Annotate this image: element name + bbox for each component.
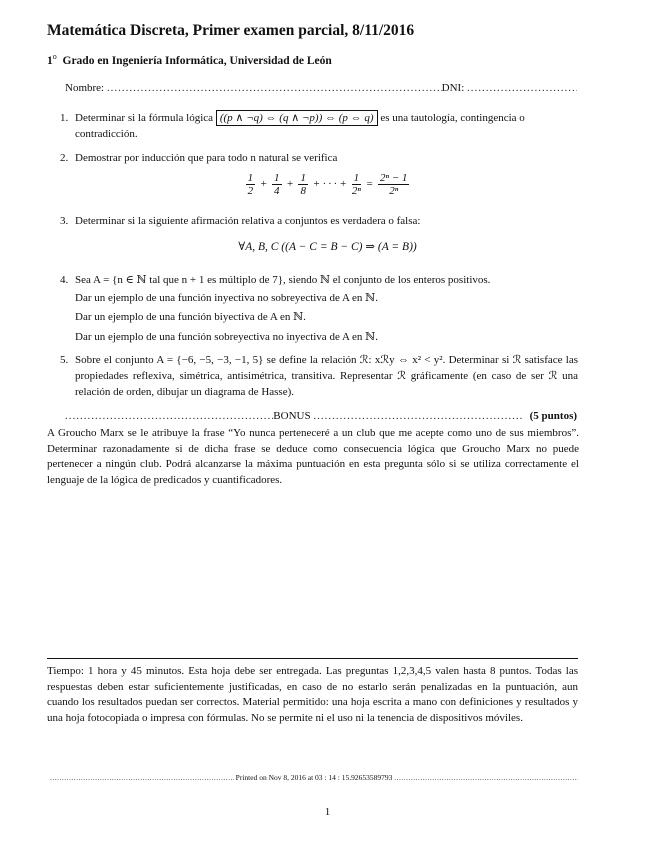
dni-dots	[467, 82, 577, 94]
printed-dots-right	[394, 773, 578, 782]
question-5	[60, 352, 578, 400]
question-text: Sobre el conjunto A = {−6, −5, −3, −1, 5} se define la relación ℛ: xℛy ⇔ x² < y². Determinar si ℛ satisface las propiedades reflexiva, simétrica, antisimétrica, transitiva. Representar ℛ gráficamente (en caso de ser ℛ una relación de orden, dibujar un diagrama de Hasse).	[75, 354, 578, 398]
bonus-label: BONUS	[273, 410, 311, 422]
fraction: $\frac{1}{\text{2ⁿ}}$	[351, 172, 361, 197]
ellipsis: + · · · +	[312, 178, 347, 191]
page-number: 1	[324, 806, 331, 818]
question-3	[60, 213, 578, 229]
subtitle-text: Grado en Ingeniería Informática, Universidad de León	[62, 54, 332, 67]
question-4-item: Dar un ejemplo de una función inyectiva no sobreyectiva de A en ℕ.	[75, 292, 378, 304]
question-number: 5.	[60, 354, 69, 366]
question-text: Determinar si la fórmula lógica	[75, 112, 214, 124]
question-1	[60, 110, 578, 142]
question-number: 4.	[60, 274, 69, 286]
question-number: 3.	[60, 215, 69, 227]
induction-formula: $\frac{1}{2}$ + $\frac{1}{4}$ + $\frac{1}{8}$ + · · · + $\frac{1}{\text{2ⁿ}}$ = $\frac{\text{2ⁿ − 1}}{\text{2ⁿ}}$	[247, 172, 408, 197]
fraction: $\frac{1}{4}$	[274, 172, 280, 197]
printed-dots-left	[50, 773, 234, 782]
printed-line	[50, 773, 578, 782]
set-formula: ∀A, B, C ((A − C = B − C) ⇒ (A = B))	[238, 241, 417, 253]
boxed-formula: ((p ∧ ¬q) ⇔ (q ∧ ¬p)) ⇔ (p ⇔ q)	[216, 110, 378, 126]
question-number: 2.	[60, 152, 69, 164]
page-subtitle	[47, 52, 332, 67]
subtitle-year-number: 1	[47, 54, 53, 67]
subtitle-ordinal: o	[52, 52, 57, 61]
question-4	[60, 272, 578, 288]
footer-instructions: Tiempo: 1 hora y 45 minutos. Esta hoja debe ser entregada. Las preguntas 1,2,3,4,5 valen hasta 8 puntos. Todas las respuestas deben estar suficientemente justificadas, en caso de no estarlo serán penalizadas en la puntuación, aun cuando los resultados puedan ser correctos. Material permitido: una hoja escrita a mano con definiciones y resultados y una hoja fotocopiada o impresa con fórmulas. No se permite ni el uso ni la tenencia de dispositivos móviles.	[47, 665, 578, 724]
bonus-header	[65, 410, 577, 422]
fraction: $\frac{1}{2}$	[247, 172, 254, 197]
question-4-item: Dar un ejemplo de una función sobreyectiva no inyectiva de A en ℕ.	[75, 331, 378, 343]
bonus-text: A Groucho Marx se le atribuye la frase “Yo nunca perteneceré a un club que me acepte como uno de sus miembros”. Determinar razonadamente si de dicha frase se deduce como consecuencia lógica que Groucho Marx no puede pertenecer a ningún club. Podrá alcanzarse la máxima puntuación en esta pregunta sólo si se utiliza correctamente el lenguaje de la lógica de predicados y cuantificadores.	[47, 427, 579, 486]
fraction: $\frac{1}{8}$	[300, 172, 306, 197]
bonus-points: (5 puntos)	[529, 410, 578, 422]
question-2	[60, 150, 578, 166]
question-number: 1.	[60, 112, 69, 124]
footer-divider	[47, 658, 578, 659]
question-4-item: Dar un ejemplo de una función biyectiva de A en ℕ.	[75, 311, 306, 323]
dni-label: DNI:	[441, 82, 465, 94]
question-text: Sea A = {n ∈ ℕ tal que n + 1 es múltiplo de 7}, siendo ℕ el conjunto de los enteros positivos.	[75, 274, 491, 286]
bonus-dots-left	[65, 410, 273, 422]
printed-timestamp: Printed on Nov 8, 2016 at 03 : 14 : 15.92653589793	[235, 773, 393, 782]
name-dni-line	[65, 82, 577, 94]
name-label: Nombre:	[65, 82, 105, 94]
question-text-cont: es una tautología, contingencia o contradicción.	[75, 112, 525, 140]
page-title: Matemática Discreta, Primer examen parcial, 8/11/2016	[47, 22, 415, 39]
question-text: Demostrar por inducción que para todo n natural se verifica	[75, 152, 338, 164]
question-text: Determinar si la siguiente afirmación relativa a conjuntos es verdadera o falsa:	[75, 215, 421, 227]
bonus-dots-right	[313, 410, 521, 422]
name-dots	[107, 82, 442, 94]
fraction-rhs: $\frac{\text{2ⁿ − 1}}{\text{2ⁿ}}$	[380, 172, 408, 197]
